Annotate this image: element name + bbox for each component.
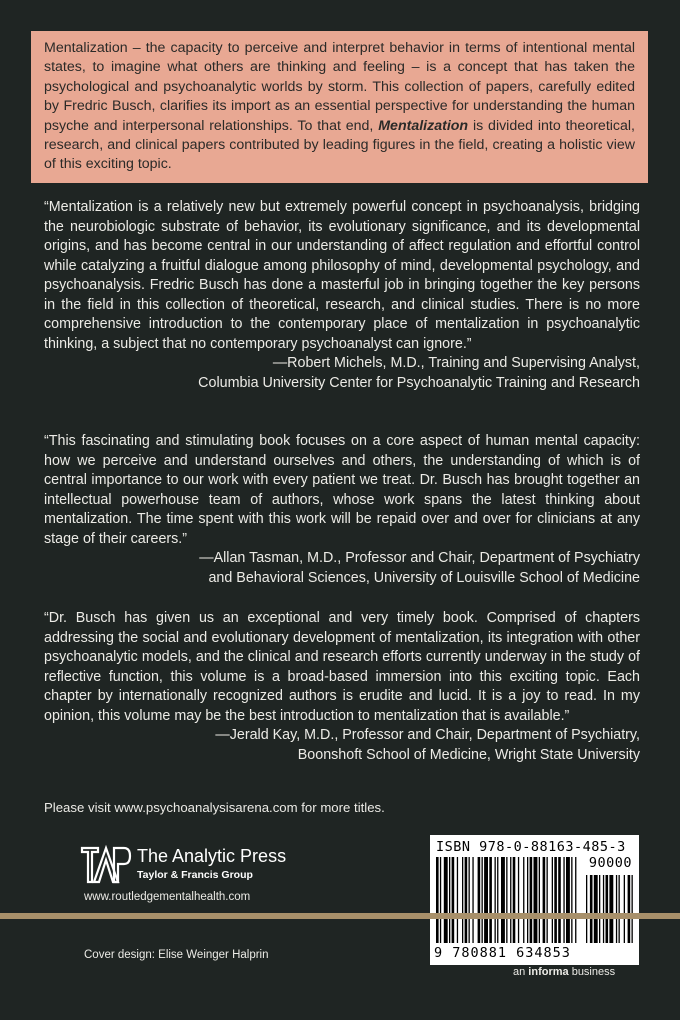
- barcode-bar: [527, 857, 528, 943]
- barcode-bar: [452, 857, 455, 943]
- barcode-bar: [539, 857, 540, 943]
- barcode-bar: [530, 857, 533, 943]
- barcode-addon-bar: [616, 875, 617, 943]
- barcode-bar: [571, 857, 572, 943]
- barcode-bar: [563, 857, 564, 943]
- publisher-url: www.routledgementalhealth.com: [84, 891, 251, 903]
- barcode-bar: [444, 857, 448, 943]
- publisher-name: The Analytic Press: [137, 846, 287, 866]
- barcode-addon-bar: [624, 875, 625, 943]
- barcode-addon-bar: [599, 875, 600, 943]
- barcode-bar: [465, 857, 468, 943]
- quote-tasman: [44, 432, 640, 588]
- barcode-bar: [469, 857, 470, 943]
- quote-text: “Mentalization is a relatively new but extremely powerful concept in psychoanalysis, bridging the neurobiologic substrate of behavior, its evolutionary significance, and its developmental origins, and has become central in our understanding of affect regulation and effortful control while catalyzing a fruitful dialogue among philosophy of mind, developmental psychology, and psychoanalysis. Fredric Busch has done a masterful job in bringing together the key persons in the field in this collection of theoretical, research, and clinical studies. There is no more comprehensive introduction to the contemporary place of mentalization in psychoanalytic thinking, a subject that no contemporary psychoanalyst can ignore.”: [44, 199, 640, 352]
- barcode-bar: [554, 857, 557, 943]
- barcode-bar: [436, 857, 439, 943]
- barcode-bar: [449, 857, 450, 943]
- barcode-bar: [510, 857, 511, 943]
- price-code: 90000: [588, 855, 632, 871]
- barcode-addon-bar: [619, 875, 620, 943]
- description-box: [31, 31, 648, 183]
- quote-attribution-line1: —Allan Tasman, M.D., Professor and Chair, Department of Psychiatry: [199, 550, 640, 566]
- barcode-bar: [523, 857, 524, 943]
- barcode-bar: [440, 857, 441, 943]
- barcode-bar: [497, 857, 498, 943]
- barcode-addon-bar: [594, 875, 598, 943]
- barcode-bar: [472, 857, 473, 943]
- barcode-addon-bar: [586, 875, 587, 943]
- barcode-bar: [543, 857, 546, 943]
- tap-logo-icon: [80, 842, 132, 886]
- quote-attribution-line1: —Jerald Kay, M.D., Professor and Chair, Department of Psychiatry,: [215, 727, 640, 743]
- barcode-bar: [489, 857, 492, 943]
- barcode-addon-bar: [590, 875, 593, 943]
- barcode-addon-bar: [632, 875, 633, 943]
- informa-brand: informa: [528, 966, 569, 978]
- quote-michels: [44, 198, 640, 393]
- ean-digits: 9 780881 634853: [434, 945, 571, 961]
- informa-prefix: an: [513, 966, 529, 978]
- barcode-bar: [501, 857, 505, 943]
- barcode-addon-bar: [609, 875, 613, 943]
- barcode-bar: [482, 857, 483, 943]
- quote-attribution-line2: Boonshoft School of Medicine, Wright State University: [297, 746, 640, 763]
- barcode-bar: [558, 857, 561, 943]
- barcode-bar: [566, 857, 570, 943]
- description-text-1: Mentalization – the capacity to perceive and interpret behavior in terms of intentional mental states, to imagine what others are thinking and feeling – is a concept that has taken the psychological and psychoanalytic worlds by storm. This collection of papers, carefully edited by Fredric Busch, clarifies its import as an essential perspective for understanding the human psyche and interpersonal relationships. To that end,: [44, 40, 635, 134]
- barcode-addon-bar: [628, 875, 631, 943]
- quote-attribution-line1: —Robert Michels, M.D., Training and Supervising Analyst,: [272, 355, 640, 371]
- barcode-bar: [462, 857, 463, 943]
- description-title: Mentalization: [378, 117, 469, 134]
- quote-attribution-line2: and Behavioral Sciences, University of Louisville School of Medicine: [208, 569, 640, 586]
- isbn-label: ISBN 978-0-88163-485-3: [436, 839, 626, 855]
- barcode-bar: [534, 857, 538, 943]
- quote-attribution-line2: Columbia University Center for Psychoanalytic Training and Research: [198, 374, 640, 391]
- barcode-bar: [552, 857, 553, 943]
- isbn-barcode: [430, 835, 639, 965]
- barcode-bar: [513, 857, 516, 943]
- barcode-bar: [506, 857, 507, 943]
- publisher-subtitle: Taylor & Francis Group: [137, 869, 253, 881]
- informa-suffix: business: [568, 966, 616, 978]
- barcode-addon-bar: [606, 875, 609, 943]
- description-text-2: is divided into theoretical, research, and clinical papers contributed by leading figures in the field, creating a holistic view of this exciting topic.: [44, 117, 635, 173]
- informa-business: [513, 966, 615, 978]
- barcode-bar: [478, 857, 481, 943]
- quote-text: “This fascinating and stimulating book focuses on a core aspect of human mental capacity: how we perceive and understand ourselves and others, the understanding of which is of central importance to our work with every patient we treat. Dr. Busch has brought together an intellectual powerhouse team of authors, whose work spans the latest thinking about mentalization. The time spent with this work will be repaid over and over for clinicians at any stage of their careers.”: [44, 433, 640, 547]
- quote-text: “Dr. Busch has given us an exceptional and very timely book. Comprised of chapters addressing the social and evolutionary development of mentalization, its integration with other psychoanalytic models, and the clinical and research efforts currently underway in the study of reflective function, this volume is a broad-based immersion into this exciting topic. Each chapter by internationally recognized authors is erudite and lucid. It is a joy to read. In my opinion, this volume may be the best introduction to mentalization that is available.”: [44, 610, 640, 724]
- publisher-block: [80, 842, 400, 912]
- barcode-addon-bar: [603, 875, 604, 943]
- barcode-bar: [518, 857, 519, 943]
- barcode-bar: [495, 857, 496, 943]
- barcode-bar: [547, 857, 548, 943]
- cover-design-credit: Cover design: Elise Weinger Halprin: [84, 949, 269, 961]
- visit-website-text: Please visit www.psychoanalysisarena.com for more titles.: [44, 800, 385, 815]
- barcode-bar: [484, 857, 488, 943]
- divider-rule: [0, 913, 680, 919]
- quote-kay: [44, 609, 640, 765]
- barcode-bar: [575, 857, 576, 943]
- barcode-bar: [457, 857, 458, 943]
